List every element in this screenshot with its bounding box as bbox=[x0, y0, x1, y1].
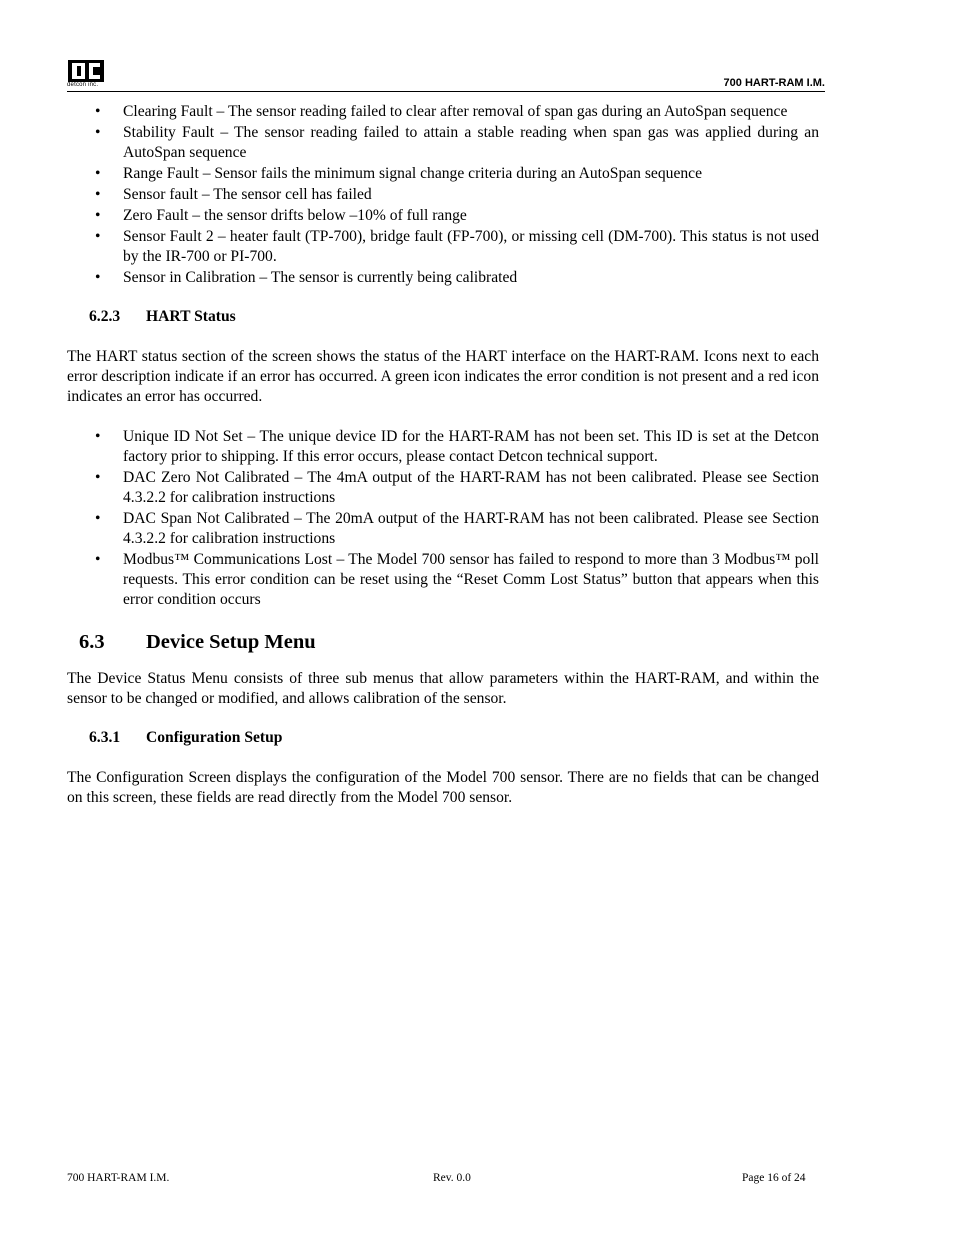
section-heading-6-3: 6.3 Device Setup Menu bbox=[79, 631, 316, 653]
paragraph: The HART status section of the screen shows the status of the HART interface on the HART-RAM. Icons next to each error description indicate if an error has occurred. A green icon indicates the error condition is not present and a red icon indicates an error has occurred. bbox=[67, 348, 819, 405]
list-item: • Sensor fault – The sensor cell has failed bbox=[95, 186, 372, 203]
paragraph: The Device Status Menu consists of three sub menus that allow parameters within the HART-RAM, and within the sensor to be changed or modified, and allows calibration of the sensor. bbox=[67, 670, 819, 707]
bullet: • bbox=[95, 428, 101, 445]
bullet: • bbox=[95, 469, 101, 486]
list-item: • DAC Zero Not Calibrated – The 4mA output of the HART-RAM has not been calibrated. Please see Section 4.3.2.2 for calibration instructions bbox=[95, 469, 819, 506]
hart-status-list bbox=[67, 427, 819, 610]
list-item: • Zero Fault – the sensor drifts below –10% of full range bbox=[95, 207, 467, 224]
footer-page-number: Page 16 of 24 bbox=[742, 1172, 806, 1184]
page-header bbox=[67, 57, 825, 92]
bullet: • bbox=[95, 269, 101, 286]
list-item: • Range Fault – Sensor fails the minimum signal change criteria during an AutoSpan sequence bbox=[95, 165, 703, 182]
page-content bbox=[67, 102, 819, 808]
bullet: • bbox=[95, 103, 101, 120]
list-item: • Modbus™ Communications Lost – The Model 700 sensor has failed to respond to more than 3 Modbus™ poll requests. This error condition can be reset using the “Reset Comm Lost Status” button that appears when this error condition occurs bbox=[95, 551, 819, 608]
footer-revision: Rev. 0.0 bbox=[433, 1172, 471, 1184]
list-item: • Stability Fault – The sensor reading failed to attain a stable reading when span gas was applied during an AutoSpan sequence bbox=[95, 124, 819, 161]
list-item: • Clearing Fault – The sensor reading failed to clear after removal of span gas during an AutoSpan sequence bbox=[95, 103, 788, 120]
bullet: • bbox=[95, 207, 101, 224]
list-item: • Unique ID Not Set – The unique device ID for the HART-RAM has not been set. This ID is set at the Detcon factory prior to shipping. If this error occurs, please contact Detcon technical support. bbox=[95, 428, 819, 465]
list-item: • Sensor in Calibration – The sensor is currently being calibrated bbox=[95, 269, 518, 286]
section-heading-6-2-3: 6.2.3 HART Status bbox=[89, 308, 236, 325]
bullet: • bbox=[95, 551, 101, 568]
bullet: • bbox=[95, 165, 101, 182]
paragraph: The Configuration Screen displays the configuration of the Model 700 sensor. There are no fields that can be changed on this screen, these fields are read directly from the Model 700 sensor. bbox=[67, 769, 819, 806]
fault-list bbox=[67, 102, 819, 288]
bullet: • bbox=[95, 186, 101, 203]
document-title: 700 HART-RAM I.M. bbox=[723, 77, 825, 89]
list-item: • DAC Span Not Calibrated – The 20mA output of the HART-RAM has not been calibrated. Please see Section 4.3.2.2 for calibration instructions bbox=[95, 510, 819, 547]
footer-doc-title: 700 HART-RAM I.M. bbox=[67, 1172, 170, 1184]
bullet: • bbox=[95, 510, 101, 527]
list-item: • Sensor Fault 2 – heater fault (TP-700), bridge fault (FP-700), or missing cell (DM-700). This status is not used by the IR-700 or PI-700. bbox=[95, 228, 819, 265]
bullet: • bbox=[95, 124, 101, 141]
bullet: • bbox=[95, 228, 101, 245]
logo-text: detcon inc. bbox=[67, 82, 99, 88]
section-heading-6-3-1: 6.3.1 Configuration Setup bbox=[89, 729, 283, 746]
